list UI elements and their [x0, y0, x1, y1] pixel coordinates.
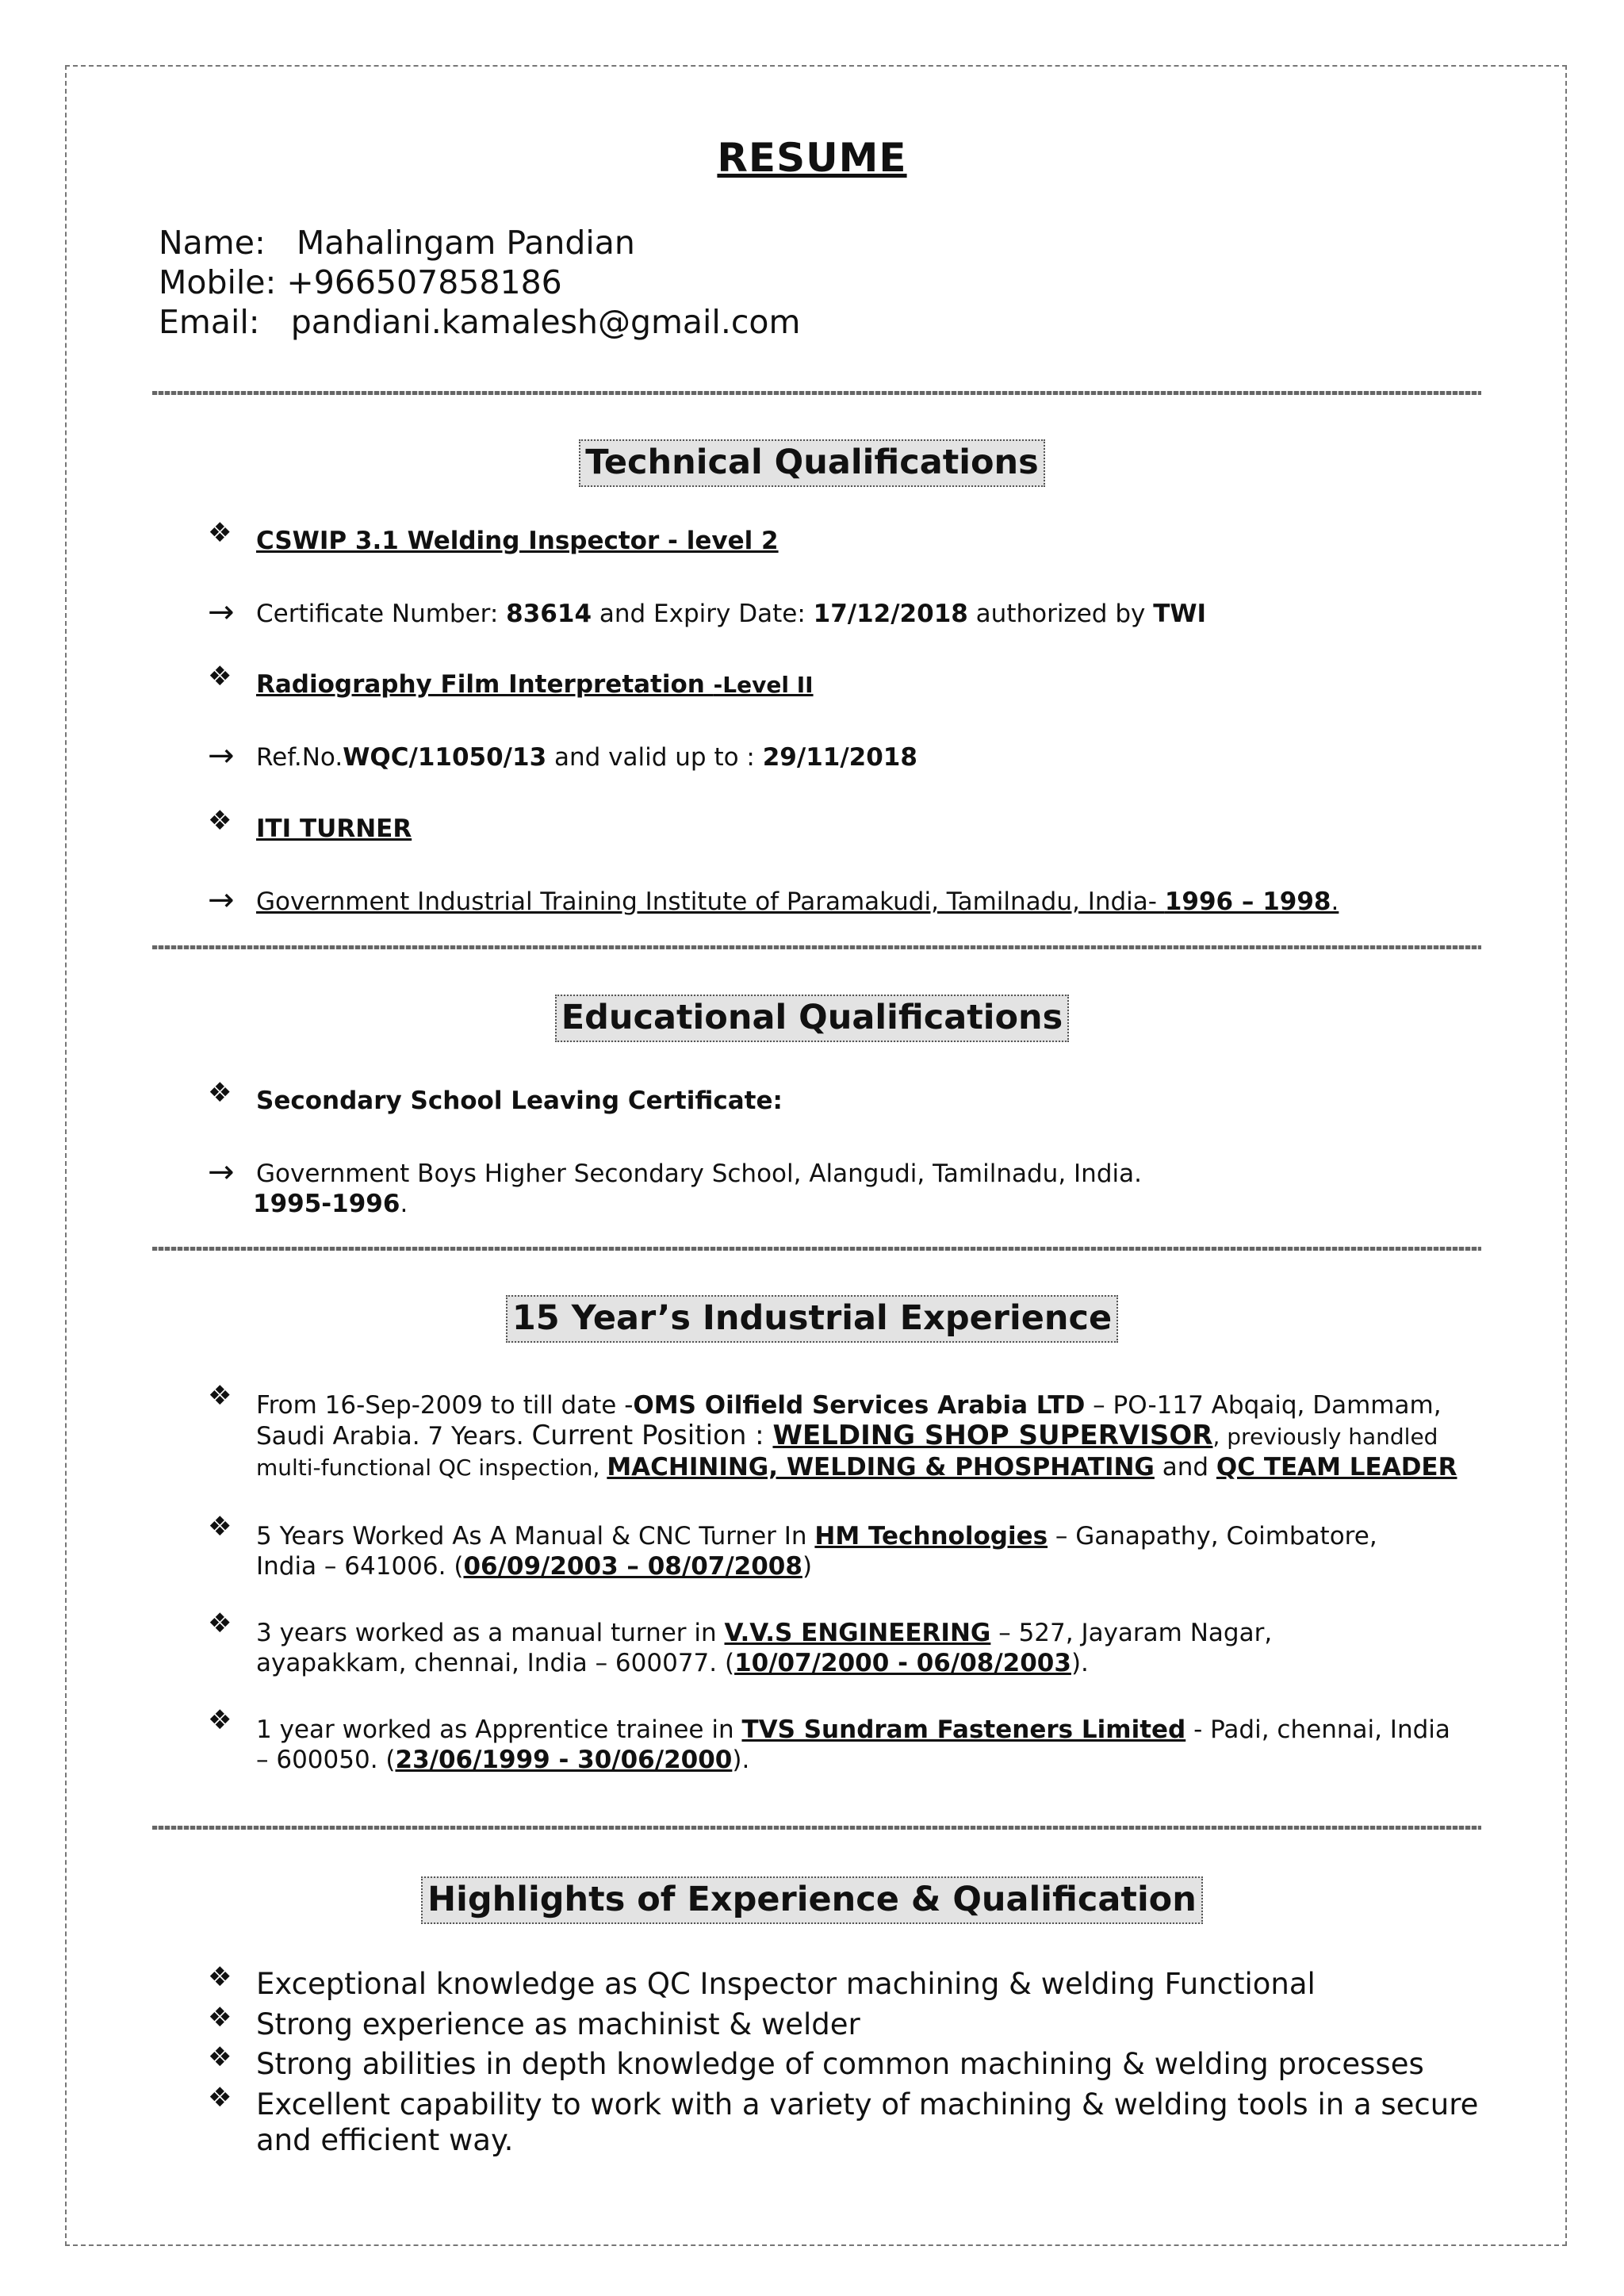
- experience-tvs: [256, 1715, 1493, 1775]
- oms-t6: multi-functional QC inspection,: [256, 1455, 607, 1481]
- diamond-bullet-icon: ❖: [208, 661, 232, 692]
- cswip-details: [256, 599, 1493, 629]
- iti-institute: Government Industrial Training Institute of Paramakudi, Tamilnadu, India-: [256, 887, 1165, 916]
- hm-company: HM Technologies: [814, 1522, 1048, 1550]
- diamond-bullet-icon: ❖: [208, 1380, 232, 1412]
- education-heading-wrap: [0, 995, 1624, 1042]
- cert-number: 83614: [506, 600, 592, 628]
- oms-t7: and: [1154, 1453, 1216, 1481]
- diamond-bullet-icon: ❖: [208, 1704, 232, 1736]
- iti-years: 1996 – 1998: [1164, 887, 1331, 916]
- oms-t3: Saudi Arabia. 7 Years.: [256, 1422, 532, 1451]
- diamond-bullet-icon: ❖: [208, 517, 232, 549]
- email-value: pandiani.kamalesh@gmail.com: [290, 303, 801, 341]
- diamond-bullet-icon: ❖: [208, 805, 232, 837]
- technical-heading: Technical Qualifications: [579, 439, 1045, 487]
- section-divider: [152, 391, 1481, 395]
- oms-line-3: [256, 1452, 1493, 1483]
- diamond-bullet-icon: ❖: [208, 2002, 232, 2033]
- diamond-bullet-icon: ❖: [208, 1608, 232, 1639]
- vvs-company: V.V.S ENGINEERING: [724, 1619, 991, 1647]
- hm-t3: India – 641006. (: [256, 1552, 464, 1581]
- ref-prefix: Ref.No.: [256, 743, 343, 772]
- vvs-t2: – 527, Jayaram Nagar,: [990, 1619, 1273, 1647]
- diamond-bullet-icon: ❖: [208, 1077, 232, 1109]
- email-label: Email:: [159, 303, 260, 341]
- name-label: Name:: [159, 224, 266, 262]
- tvs-line-1: [256, 1715, 1493, 1745]
- iti-details: [256, 887, 1493, 917]
- highlight-item: Strong abilities in depth knowledge of common machining & welding processes: [256, 2047, 1424, 2081]
- vvs-dates: 10/07/2000 - 06/08/2003: [734, 1649, 1071, 1677]
- tvs-t4: ).: [732, 1746, 750, 1774]
- radiography-title: [256, 669, 1493, 700]
- vvs-line-1: [256, 1618, 1493, 1648]
- highlights-heading-wrap: [0, 1876, 1624, 1924]
- hm-line-2: [256, 1551, 1493, 1581]
- oms-areas: MACHINING, WELDING & PHOSPHATING: [607, 1453, 1155, 1481]
- technical-heading-wrap: [0, 439, 1624, 487]
- section-divider: [152, 945, 1481, 949]
- education-years-row: [253, 1189, 1490, 1219]
- cswip-title: CSWIP 3.1 Welding Inspector - level 2: [256, 527, 779, 555]
- vvs-t3: ayapakkam, chennai, India – 600077. (: [256, 1649, 735, 1677]
- section-divider: [152, 1247, 1481, 1251]
- diamond-bullet-icon: ❖: [208, 1961, 232, 1993]
- oms-company: OMS Oilfield Services Arabia LTD: [633, 1391, 1086, 1420]
- highlight-item: Excellent capability to work with a variety of machining & welding tools in a secure and efficient way.: [256, 2087, 1479, 2157]
- tvs-line-2: [256, 1745, 1493, 1775]
- oms-leader: QC TEAM LEADER: [1216, 1453, 1457, 1481]
- contact-name-row: [159, 224, 635, 262]
- tvs-dates: 23/06/1999 - 30/06/2000: [395, 1746, 733, 1774]
- ref-number: WQC/11050/13: [343, 743, 547, 772]
- radiography-level: -Level II: [713, 672, 814, 698]
- oms-t5: , previously handled: [1212, 1424, 1438, 1450]
- oms-t4: Current Position :: [531, 1420, 773, 1451]
- experience-hm: [256, 1521, 1493, 1581]
- expiry-date: 17/12/2018: [813, 600, 968, 628]
- vvs-line-2: [256, 1648, 1493, 1678]
- education-heading: Educational Qualifications: [555, 995, 1070, 1042]
- iti-end: .: [1331, 887, 1339, 916]
- experience-heading: 15 Year’s Industrial Experience: [506, 1295, 1118, 1343]
- tvs-t3: – 600050. (: [256, 1746, 396, 1774]
- oms-position: WELDING SHOP SUPERVISOR: [772, 1420, 1213, 1451]
- diamond-bullet-icon: ❖: [208, 2041, 232, 2073]
- oms-line-1: [256, 1390, 1493, 1420]
- hm-line-1: [256, 1521, 1493, 1551]
- hm-dates: 06/09/2003 – 08/07/2008: [463, 1552, 802, 1581]
- diamond-bullet-icon: ❖: [208, 1511, 232, 1543]
- valid-date: 29/11/2018: [762, 743, 917, 772]
- education-cert: Secondary School Leaving Certificate:: [256, 1087, 783, 1115]
- radiography-name: Radiography Film Interpretation: [256, 670, 714, 699]
- mobile-label: Mobile:: [159, 263, 277, 301]
- right-arrow-icon: →: [208, 594, 235, 631]
- valid-prefix: and valid up to :: [546, 743, 763, 772]
- contact-email-row: [159, 303, 800, 341]
- right-arrow-icon: →: [208, 882, 235, 918]
- right-arrow-icon: →: [208, 738, 235, 774]
- auth-body: TWI: [1153, 600, 1207, 628]
- highlight-item: Strong experience as machinist & welder: [256, 2007, 860, 2041]
- contact-mobile-row: [159, 263, 562, 301]
- right-arrow-icon: →: [208, 1154, 235, 1190]
- cert-prefix: Certificate Number:: [256, 600, 507, 628]
- hm-t2: – Ganapathy, Coimbatore,: [1048, 1522, 1377, 1550]
- tvs-t2: - Padi, chennai, India: [1185, 1715, 1450, 1744]
- tvs-t1: 1 year worked as Apprentice trainee in: [256, 1715, 742, 1744]
- experience-oms: [256, 1390, 1493, 1483]
- section-divider: [152, 1826, 1481, 1830]
- name-value: Mahalingam Pandian: [296, 224, 635, 262]
- expiry-prefix: and Expiry Date:: [592, 600, 814, 628]
- highlight-item: Exceptional knowledge as QC Inspector machining & welding Functional: [256, 1967, 1316, 2001]
- iti-title: ITI TURNER: [256, 815, 412, 843]
- tvs-company: TVS Sundram Fasteners Limited: [741, 1715, 1186, 1744]
- education-end: .: [400, 1190, 408, 1218]
- experience-vvs: [256, 1618, 1493, 1678]
- highlights-heading: Highlights of Experience & Qualification: [421, 1876, 1203, 1924]
- hm-t1: 5 Years Worked As A Manual & CNC Turner In: [256, 1522, 815, 1550]
- mobile-value: +966507858186: [286, 263, 562, 301]
- education-years: 1995-1996: [253, 1190, 400, 1218]
- auth-prefix: authorized by: [967, 600, 1154, 628]
- oms-t1: From 16-Sep-2009 to till date -: [256, 1391, 634, 1420]
- diamond-bullet-icon: ❖: [208, 2082, 232, 2114]
- education-school: Government Boys Higher Secondary School, Alangudi, Tamilnadu, India.: [256, 1159, 1142, 1188]
- page-title: RESUME: [717, 135, 907, 181]
- vvs-t4: ).: [1071, 1649, 1089, 1677]
- oms-line-2: [256, 1420, 1493, 1452]
- experience-heading-wrap: [0, 1295, 1624, 1343]
- hm-t4: ): [802, 1552, 813, 1581]
- radiography-details: [256, 742, 1493, 772]
- oms-t2: – PO-117 Abqaiq, Dammam,: [1085, 1391, 1442, 1420]
- vvs-t1: 3 years worked as a manual turner in: [256, 1619, 725, 1647]
